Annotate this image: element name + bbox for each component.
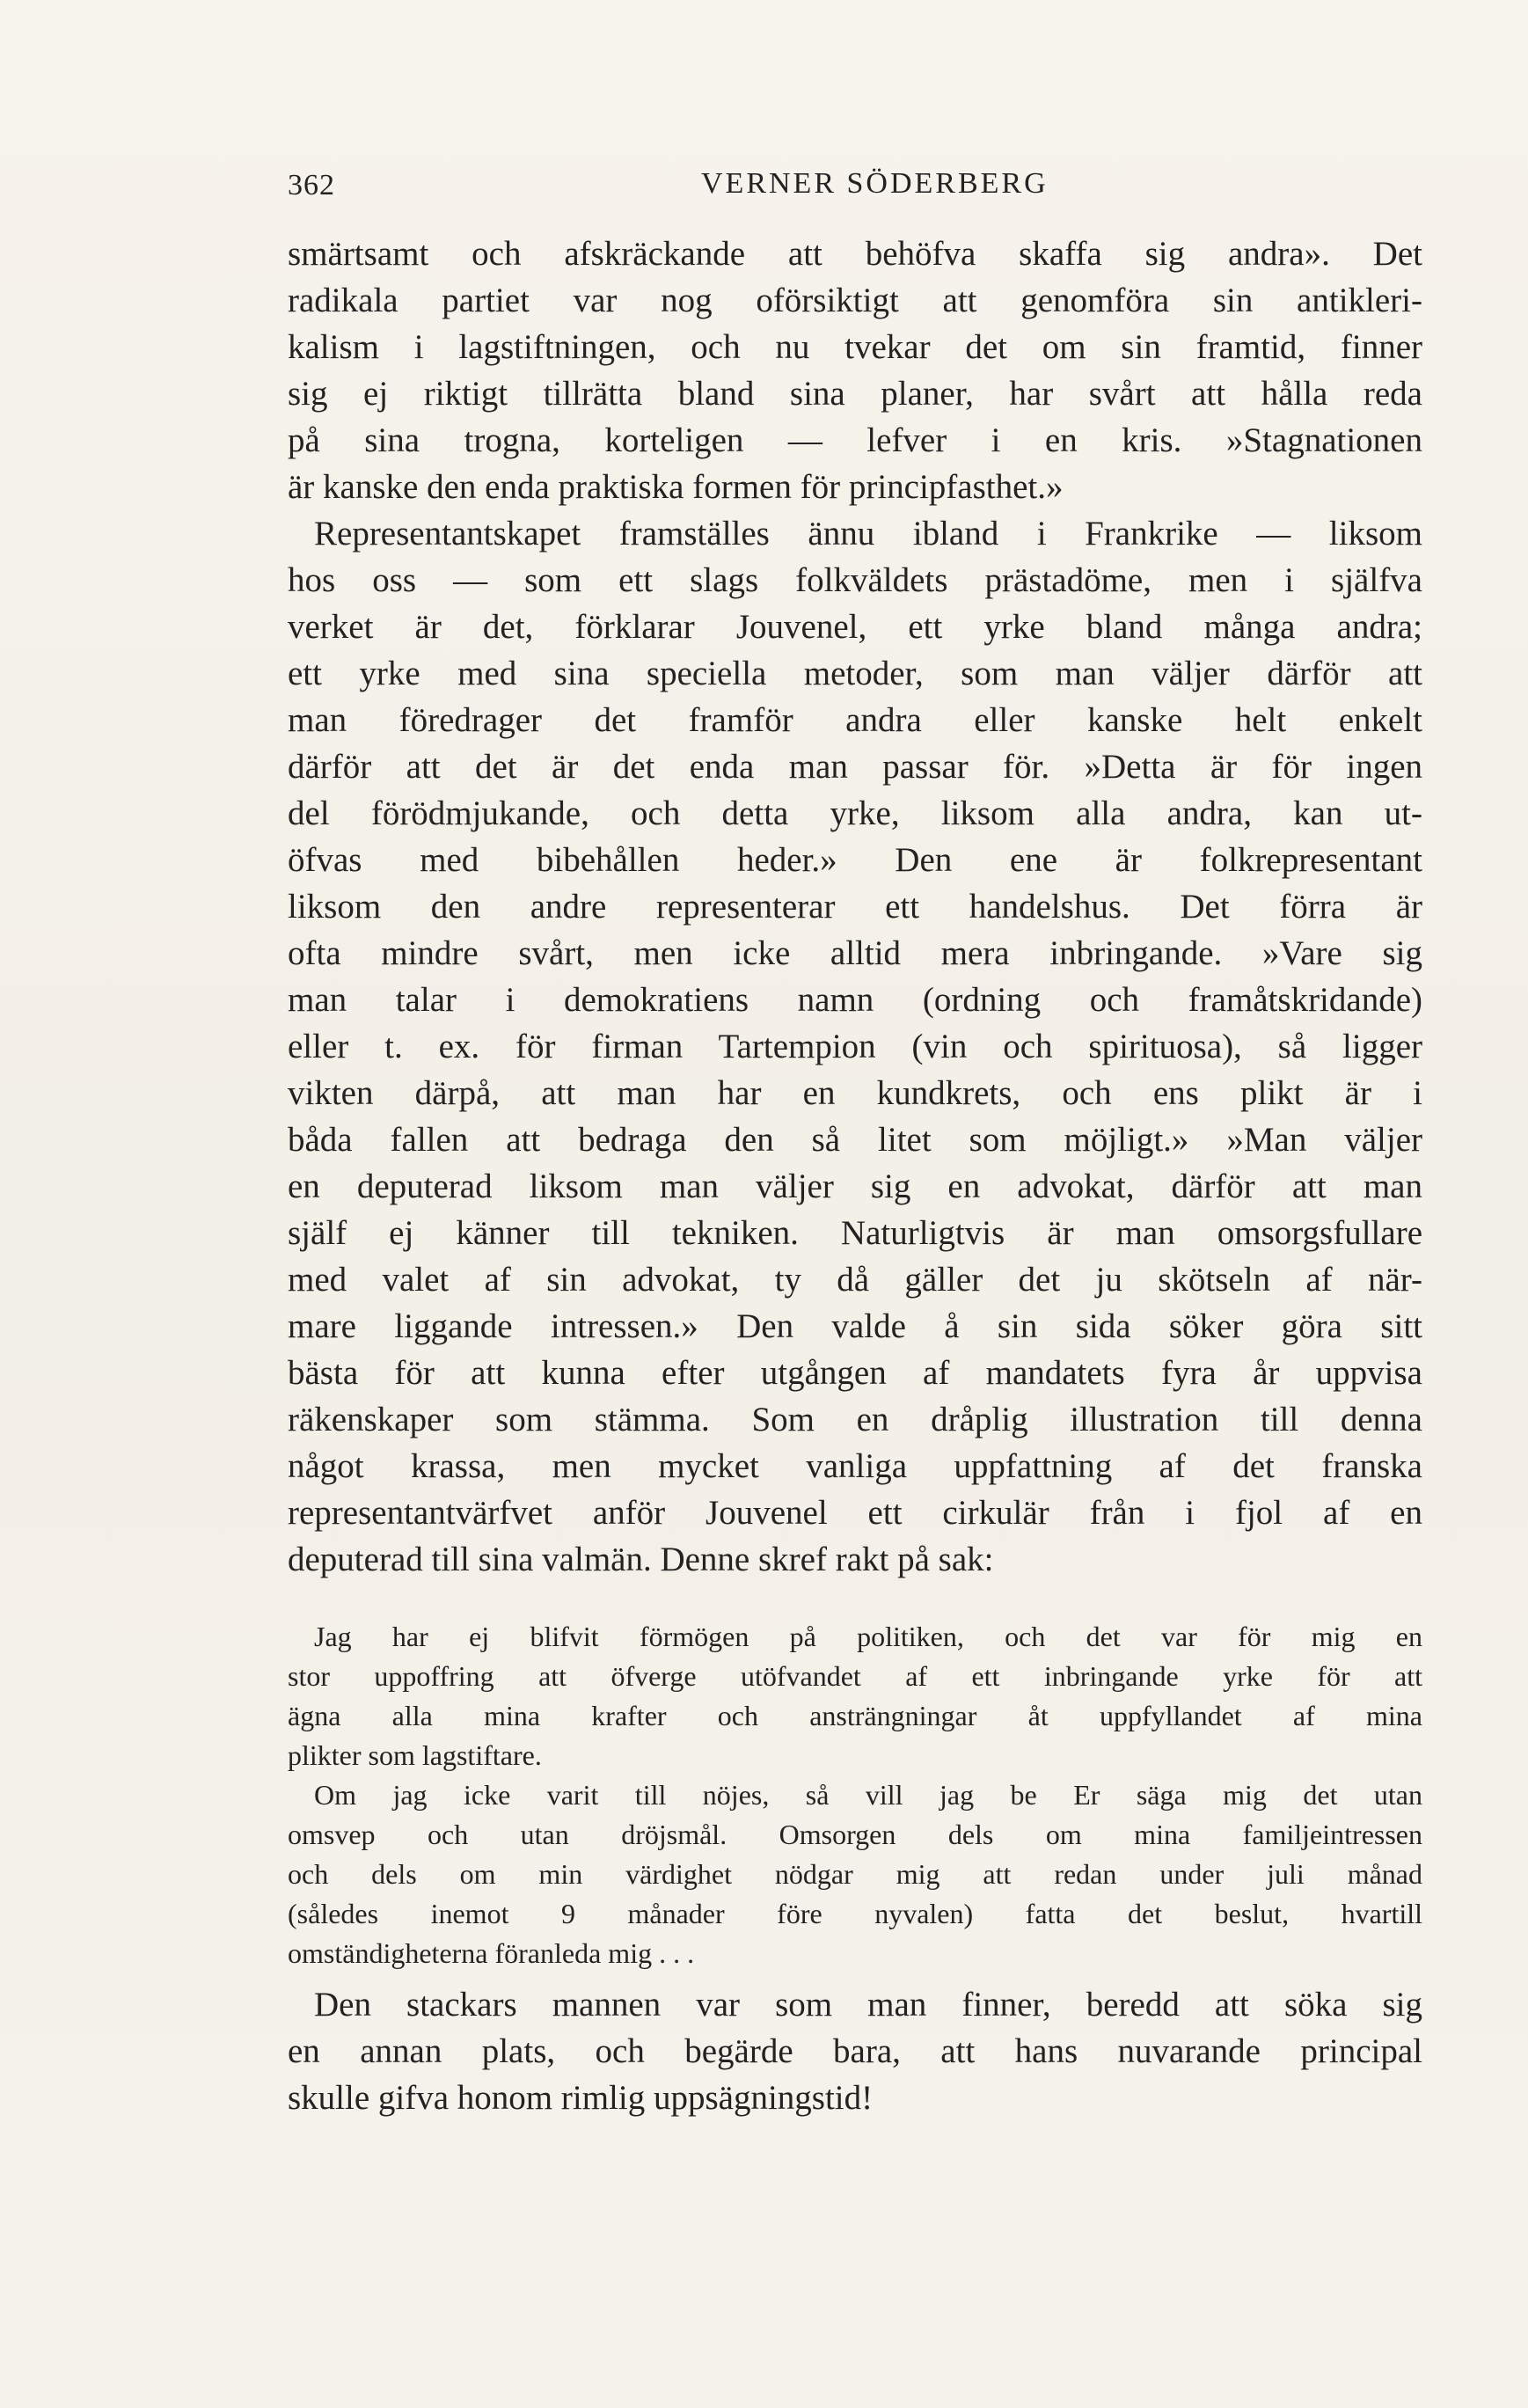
text-line: representantvärfvet anför Jouvenel ett cirkulär från i fjol af en bbox=[288, 1494, 1422, 1532]
text-line: man föredrager det framför andra eller kanske helt enkelt bbox=[288, 701, 1422, 739]
text-line: Den stackars mannen var som man finner, beredd att söka sig bbox=[314, 1986, 1422, 2024]
quote-line: plikter som lagstiftare. bbox=[288, 1739, 542, 1771]
text-line: räkenskaper som stämma. Som en dråplig illustration till denna bbox=[288, 1401, 1422, 1438]
text-line: en deputerad liksom man väljer sig en advokat, därför att man bbox=[288, 1167, 1422, 1205]
quote-line: omständigheterna föranleda mig . . . bbox=[288, 1937, 695, 1969]
text-line: sig ej riktigt tillrätta bland sina planer, har svårt att hålla reda bbox=[288, 375, 1422, 413]
quote-line: Jag har ej blifvit förmögen på politiken, och det var för mig en bbox=[314, 1621, 1422, 1652]
page-number: 362 bbox=[288, 169, 335, 201]
text-line: radikala partiet var nog oförsiktigt att genomföra sin antikleri- bbox=[288, 282, 1422, 319]
closing-paragraph bbox=[288, 1981, 1422, 2121]
text-line: kalism i lagstiftningen, och nu tvekar det om sin framtid, finner bbox=[288, 328, 1422, 366]
text-line: man talar i demokratiens namn (ordning och framåtskridande) bbox=[288, 981, 1422, 1019]
text-line: hos oss — som ett slags folkväldets prästadöme, men i själfva bbox=[288, 561, 1422, 599]
quote-line: (således inemot 9 månader före nyvalen) fatta det beslut, hvartill bbox=[288, 1898, 1422, 1929]
text-line: vikten därpå, att man har en kundkrets, och ens plikt är i bbox=[288, 1074, 1422, 1112]
text-line: smärtsamt och afskräckande att behöfva skaffa sig andra». Det bbox=[288, 235, 1422, 273]
quote-line: omsvep och utan dröjsmål. Omsorgen dels om mina familjeintressen bbox=[288, 1819, 1422, 1850]
text-line: ett yrke med sina speciella metoder, som man väljer därför att bbox=[288, 655, 1422, 692]
text-line: Representantskapet framställes ännu ibland i Frankrike — liksom bbox=[314, 515, 1422, 553]
text-line: med valet af sin advokat, ty då gäller det ju skötseln af när- bbox=[288, 1261, 1422, 1299]
text-line: bästa för att kunna efter utgången af mandatets fyra år uppvisa bbox=[288, 1354, 1422, 1392]
quote-line: ägna alla mina krafter och ansträngningar åt uppfyllandet af mina bbox=[288, 1700, 1422, 1731]
text-line: mare liggande intressen.» Den valde å sin sida söker göra sitt bbox=[288, 1307, 1422, 1345]
text-line: själf ej känner till tekniken. Naturligtvis är man omsorgsfullare bbox=[288, 1214, 1422, 1252]
main-text bbox=[288, 231, 1422, 1583]
text-line: liksom den andre representerar ett handelshus. Det förra är bbox=[288, 888, 1422, 926]
text-line: eller t. ex. för firman Tartempion (vin och spirituosa), så ligger bbox=[288, 1028, 1422, 1065]
quoted-letter bbox=[288, 1617, 1422, 1973]
quote-line: och dels om min värdighet nödgar mig att redan under juli månad bbox=[288, 1858, 1422, 1890]
text-line: del förödmjukande, och detta yrke, liksom alla andra, kan ut- bbox=[288, 794, 1422, 832]
page-header bbox=[288, 160, 1422, 213]
text-line: är kanske den enda praktiska formen för principfasthet.» bbox=[288, 468, 1064, 506]
text-line: en annan plats, och begärde bara, att hans nuvarande principal bbox=[288, 2032, 1422, 2070]
text-line: ofta mindre svårt, men icke alltid mera inbringande. »Vare sig bbox=[288, 934, 1422, 972]
running-title: VERNER SÖDERBERG bbox=[701, 167, 1049, 200]
text-line: deputerad till sina valmän. Denne skref rakt på sak: bbox=[288, 1541, 994, 1578]
text-line: skulle gifva honom rimlig uppsägningstid! bbox=[288, 2079, 874, 2117]
text-line: därför att det är det enda man passar för. »Detta är för ingen bbox=[288, 748, 1422, 786]
text-line: båda fallen att bedraga den så litet som möjligt.» »Man väljer bbox=[288, 1121, 1422, 1159]
text-line: något krassa, men mycket vanliga uppfattning af det franska bbox=[288, 1447, 1422, 1485]
text-line: verket är det, förklarar Jouvenel, ett yrke bland många andra; bbox=[288, 608, 1422, 646]
quote-line: Om jag icke varit till nöjes, så vill jag be Er säga mig det utan bbox=[314, 1779, 1422, 1811]
text-line: på sina trogna, korteligen — lefver i en kris. »Stagnationen bbox=[288, 421, 1422, 459]
quote-line: stor uppoffring att öfverge utöfvandet af ett inbringande yrke för att bbox=[288, 1660, 1422, 1692]
text-line: öfvas med bibehållen heder.» Den ene är folkrepresentant bbox=[288, 841, 1422, 879]
